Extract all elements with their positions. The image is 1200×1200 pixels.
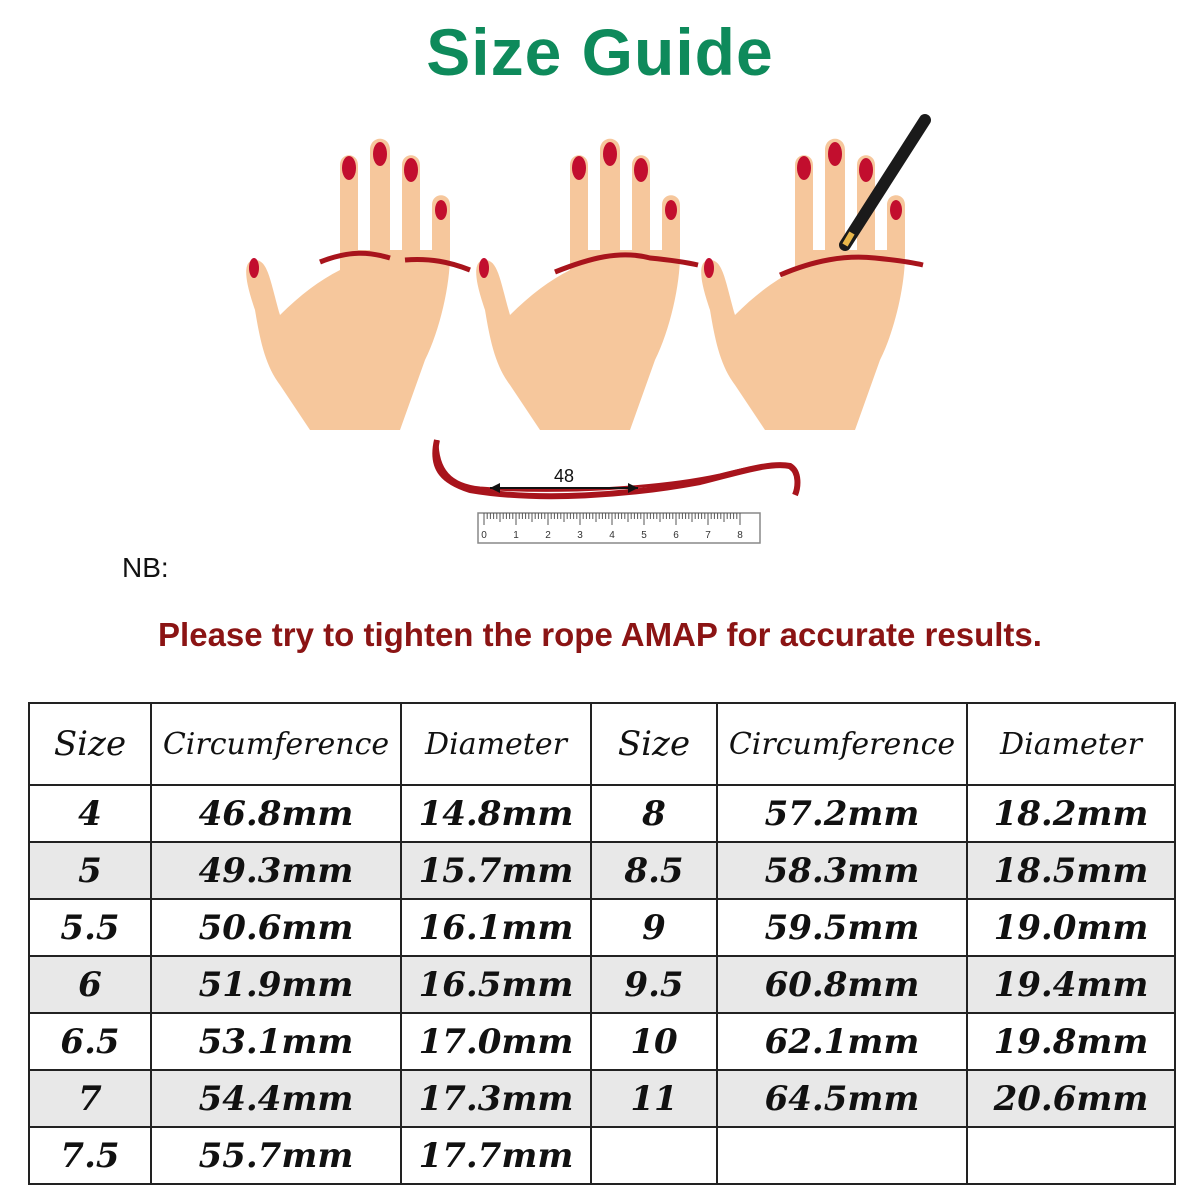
- table-cell: 9.5: [591, 956, 717, 1013]
- table-cell: 17.0mm: [401, 1013, 591, 1070]
- table-cell: 49.3mm: [151, 842, 401, 899]
- table-cell: 8: [591, 785, 717, 842]
- table-cell: 60.8mm: [717, 956, 967, 1013]
- nb-label: NB:: [122, 552, 169, 583]
- table-cell: 55.7mm: [151, 1127, 401, 1184]
- header-circumference: Circumference: [151, 703, 401, 785]
- size-table: [28, 702, 1176, 1185]
- table-cell: 14.8mm: [401, 785, 591, 842]
- table-row: [29, 842, 1175, 899]
- header-size: Size: [29, 703, 151, 785]
- table-cell: 16.5mm: [401, 956, 591, 1013]
- ruler-tick-label: 7: [705, 530, 711, 541]
- header-circumference-2: Circumference: [717, 703, 967, 785]
- table-row: [29, 1070, 1175, 1127]
- table-cell: 19.0mm: [967, 899, 1175, 956]
- table-cell: 7.5: [29, 1127, 151, 1184]
- ruler-tick-label: 8: [737, 530, 743, 541]
- table-cell: [967, 1127, 1175, 1184]
- table-cell: 8.5: [591, 842, 717, 899]
- accuracy-note: Please try to tighten the rope AMAP for accurate results.: [158, 616, 1042, 653]
- ruler-tick-label: 0: [481, 530, 487, 541]
- ruler-tick-label: 1: [513, 530, 519, 541]
- table-row: [29, 899, 1175, 956]
- table-cell: 15.7mm: [401, 842, 591, 899]
- hand-step-3: [701, 120, 925, 430]
- header-diameter: Diameter: [401, 703, 591, 785]
- table-cell: 5.5: [29, 899, 151, 956]
- table-cell: 53.1mm: [151, 1013, 401, 1070]
- table-cell: 6: [29, 956, 151, 1013]
- table-row: [29, 1127, 1175, 1184]
- table-cell: 19.8mm: [967, 1013, 1175, 1070]
- table-cell: 17.3mm: [401, 1070, 591, 1127]
- table-cell: 18.2mm: [967, 785, 1175, 842]
- table-cell: 50.6mm: [151, 899, 401, 956]
- rope-measure: [435, 440, 797, 496]
- table-cell: 4: [29, 785, 151, 842]
- table-cell: 46.8mm: [151, 785, 401, 842]
- table-cell: 9: [591, 899, 717, 956]
- ruler-tick-label: 6: [673, 530, 679, 541]
- table-row: [29, 785, 1175, 842]
- measuring-illustration: [0, 110, 1200, 560]
- table-cell: 58.3mm: [717, 842, 967, 899]
- table-cell: [591, 1127, 717, 1184]
- table-cell: 20.6mm: [967, 1070, 1175, 1127]
- ruler-tick-label: 3: [577, 530, 583, 541]
- table-row: [29, 956, 1175, 1013]
- table-cell: 7: [29, 1070, 151, 1127]
- table-cell: 17.7mm: [401, 1127, 591, 1184]
- table-cell: 51.9mm: [151, 956, 401, 1013]
- hand-step-1: [246, 139, 470, 430]
- ruler-tick-label: 5: [641, 530, 647, 541]
- table-cell: 5: [29, 842, 151, 899]
- ruler-tick-label: 4: [609, 530, 615, 541]
- table-cell: 54.4mm: [151, 1070, 401, 1127]
- header-size-2: Size: [591, 703, 717, 785]
- table-header-row: [29, 703, 1175, 785]
- table-cell: 19.4mm: [967, 956, 1175, 1013]
- table-cell: 62.1mm: [717, 1013, 967, 1070]
- table-cell: 11: [591, 1070, 717, 1127]
- table-cell: [717, 1127, 967, 1184]
- table-row: [29, 1013, 1175, 1070]
- table-cell: 18.5mm: [967, 842, 1175, 899]
- ruler: [478, 513, 760, 543]
- table-cell: 10: [591, 1013, 717, 1070]
- table-cell: 57.2mm: [717, 785, 967, 842]
- table-cell: 6.5: [29, 1013, 151, 1070]
- rope-length-label: 48: [553, 466, 575, 486]
- ruler-tick-label: 2: [545, 530, 551, 541]
- header-diameter-2: Diameter: [967, 703, 1175, 785]
- page-title: Size Guide: [426, 15, 774, 89]
- table-cell: 16.1mm: [401, 899, 591, 956]
- table-cell: 64.5mm: [717, 1070, 967, 1127]
- table-cell: 59.5mm: [717, 899, 967, 956]
- hand-step-2: [476, 139, 698, 430]
